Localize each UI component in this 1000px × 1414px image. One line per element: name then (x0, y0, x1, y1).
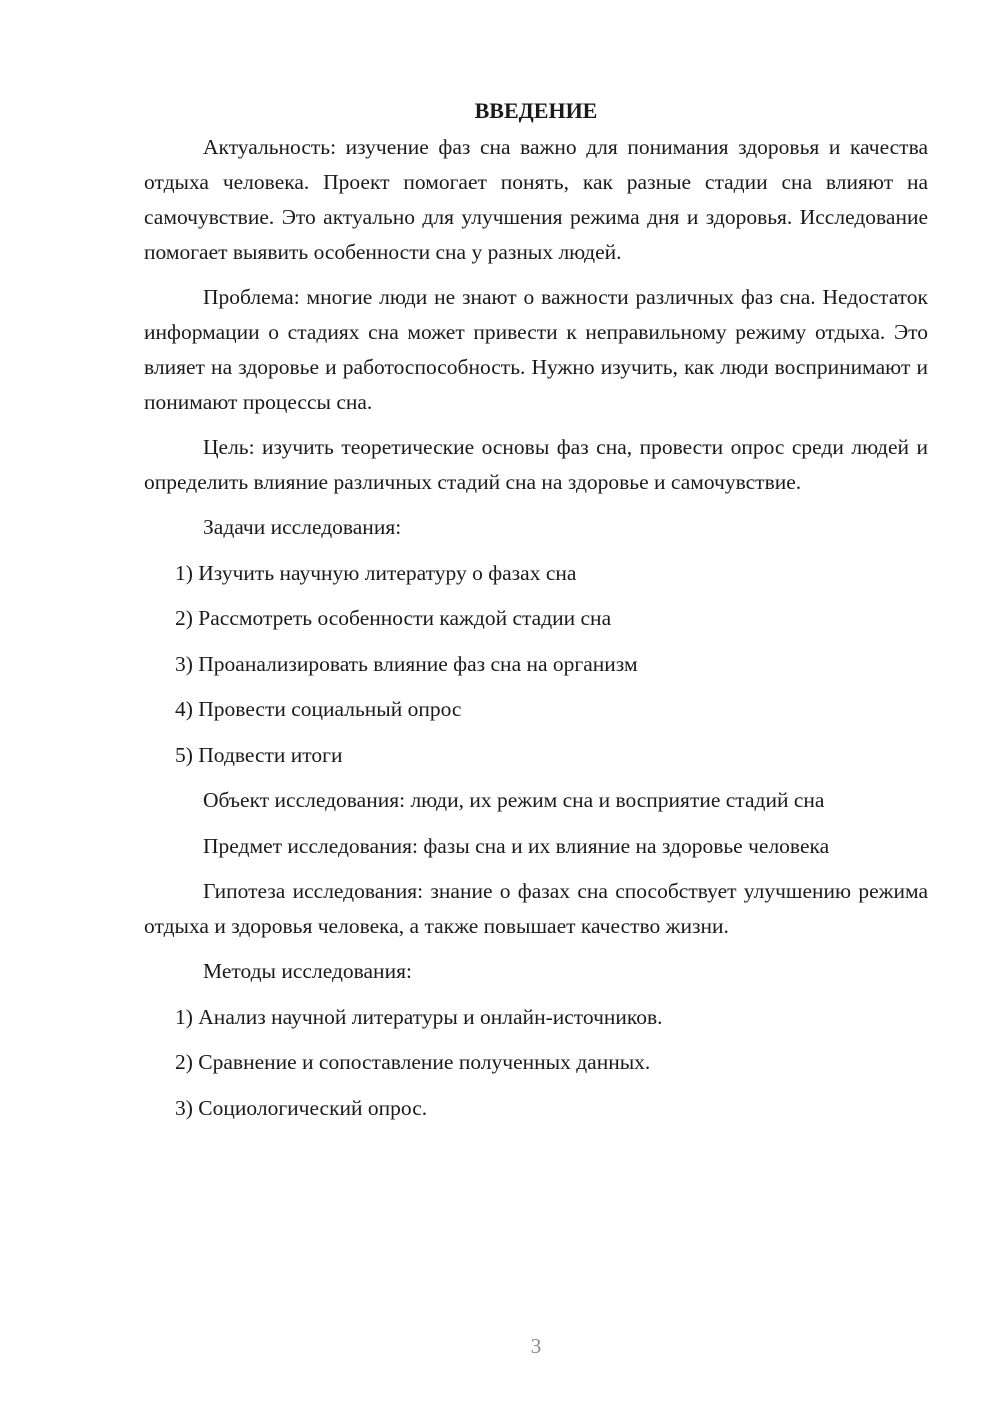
methods-heading: Методы исследования: (203, 959, 412, 983)
subject-line: Предмет исследования: фазы сна и их влияние на здоровье человека (203, 833, 830, 858)
list-item: 1) Изучить научную литературу о фазах сна (175, 560, 577, 585)
hypothesis-paragraph: Гипотеза исследования: знание о фазах сна способствует улучшению режима отдыха и здоровья человека, а также повышает качество жизни. (144, 879, 928, 938)
list-item: 2) Рассмотреть особенности каждой стадии сна (175, 606, 612, 630)
list-item: 1) Анализ научной литературы и онлайн-источников. (175, 1004, 663, 1029)
list-item: 3) Проанализировать влияние фаз сна на организм (175, 651, 638, 676)
relevance-paragraph: Актуальность: изучение фаз сна важно для понимания здоровья и качества отдыха человека. Проект помогает понять, как разные стадии сна влияют на самочувствие. Это актуально для улучшения режима дня и здоровья. Исследование помогает выявить особенности сна у разных людей. (144, 135, 928, 264)
list-item: 3) Социологический опрос. (175, 1095, 428, 1120)
list-item: 2) Сравнение и сопоставление полученных данных. (175, 1050, 651, 1074)
document-page (144, 94, 928, 1136)
goal-paragraph: Цель: изучить теоретические основы фаз сна, провести опрос среди людей и определить влияние различных стадий сна на здоровье и самочувствие. (144, 435, 928, 494)
page-title: ВВЕДЕНИЕ (474, 98, 598, 123)
tasks-heading: Задачи исследования: (203, 515, 402, 539)
list-item: 4) Провести социальный опрос (175, 697, 462, 721)
problem-paragraph: Проблема: многие люди не знают о важности различных фаз сна. Недостаток информации о стадиях сна может привести к неправильному режиму отдыха. Это влияет на здоровье и работоспособность. Нужно изучить, как люди воспринимают и понимают процессы сна. (144, 285, 928, 414)
methods-list (144, 1000, 928, 1126)
object-line: Объект исследования: люди, их режим сна и восприятие стадий сна (203, 788, 825, 812)
tasks-list (144, 556, 928, 773)
list-item: 5) Подвести итоги (175, 742, 343, 767)
page-number: 3 (530, 1334, 542, 1358)
